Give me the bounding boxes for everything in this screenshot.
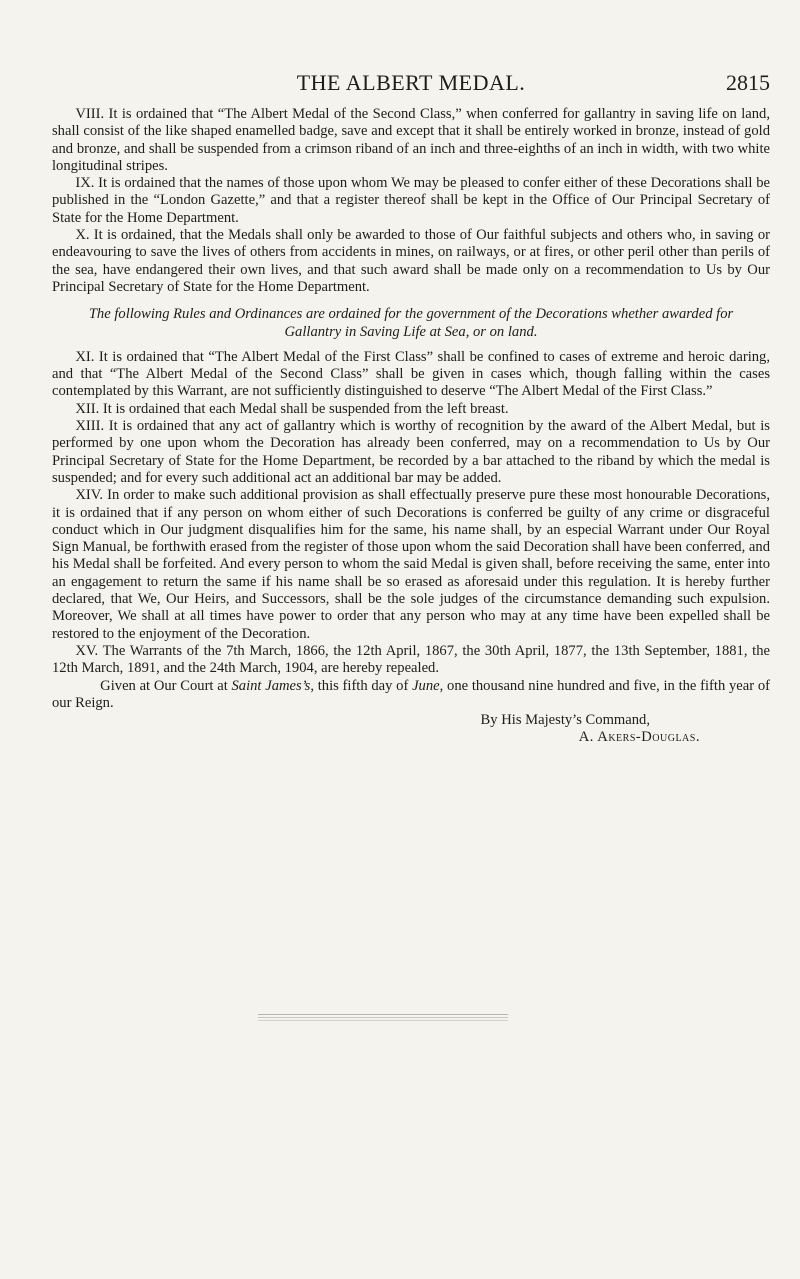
rules-heading: The following Rules and Ordinances are ordained for the government of the Decorations whether awarded for Gallantry in Saving Life at Sea, or on land. bbox=[88, 306, 734, 340]
paragraph-xii: XII. It is ordained that each Medal shall be suspended from the left breast. bbox=[75, 400, 509, 417]
paragraph-xiii: XIII. It is ordained that any act of gallantry which is worthy of recognition by the award of the Albert Medal, but is performed by one upon whom the Decoration has already been conferred, may on a recommendation to Us by Our Principal Secretary of State for the Home Department, be recorded by a bar attached to the riband by which the medal is suspended; and for every such additional act an additional bar may be added. bbox=[52, 418, 770, 486]
given-prefix: Given at Our Court at bbox=[100, 677, 232, 694]
paragraph-xi: XI. It is ordained that “The Albert Medal of the First Class” shall be confined to cases of extreme and heroic daring, and that “The Albert Medal of the Second Class” shall be given in cases which, though falling within the cases contemplated by this Warrant, are not sufficiently distinguished to deserve “The Albert Medal of the First Class.” bbox=[52, 348, 770, 400]
footer-rule-secondary bbox=[258, 1020, 508, 1021]
running-title: THE ALBERT MEDAL. bbox=[296, 70, 526, 95]
page-header bbox=[52, 70, 770, 100]
page-number: 2815 bbox=[726, 70, 770, 95]
signatory: A. Akers-Douglas. bbox=[578, 729, 700, 746]
paragraph-xiv: XIV. In order to make such additional provision as shall effectually preserve pure these most honourable Decorations, it is ordained that if any person on whom either of such Decorations is conferred be guilty of any crime or disgraceful conduct which in Our judgment disqualifies him for the same, his name shall, by an especial Warrant under Our Royal Sign Manual, be forthwith erased from the register of those upon whom the said Decoration shall have been conferred, and his Medal shall be forfeited. And every person to whom the said Medal is given shall, before receiving the same, enter into an engagement to return the same if his name shall be so erased as aforesaid under this regulation. It is hereby further declared, that We, Our Heirs, and Successors, shall be the sole judges of the circumstance demanding such expulsion. Moreover, We shall at all times have power to order that any person who may at any time have been expelled shall be restored to the enjoyment of the Decoration. bbox=[52, 487, 770, 642]
document-body bbox=[52, 106, 770, 747]
footer-rule bbox=[258, 1014, 508, 1018]
paragraph-ix: IX. It is ordained that the names of those upon whom We may be pleased to confer either of these Decorations shall be published in the “London Gazette,” and that a register thereof shall be kept in the Office of Our Principal Secretary of State for the Home Department. bbox=[52, 175, 770, 226]
command-line: By His Majesty’s Command, bbox=[480, 712, 650, 729]
paragraph-xv: XV. The Warrants of the 7th March, 1866, the 12th April, 1867, the 30th April, 1877, the 13th September, 1881, the 12th March, 1891, and the 24th March, 1904, are hereby repealed. bbox=[52, 642, 770, 677]
given-at-court bbox=[52, 678, 770, 713]
given-suffix: , one thousand nine hundred and five, in the fifth year of our Reign. bbox=[52, 677, 770, 711]
given-middle: , this fifth day of bbox=[310, 677, 413, 694]
paragraph-x: X. It is ordained, that the Medals shall only be awarded to those of Our faithful subjects and others who, in saving or endeavouring to save the lives of others from accidents in mines, on railways, or at fires, or other peril other than perils of the sea, have endangered their own lives, and that such award shall be made only on a recommendation to Us by Our Principal Secretary of State for the Home Department. bbox=[52, 227, 770, 295]
given-month: June bbox=[412, 677, 440, 694]
paragraph-viii: VIII. It is ordained that “The Albert Medal of the Second Class,” when conferred for gallantry in saving life on land, shall consist of the like shaped enamelled badge, save and except that it shall be entirely worked in bronze, instead of gold and bronze, and shall be suspended from a crimson riband of an inch and three-eighths of an inch in width, with two white longitudinal stripes. bbox=[52, 106, 770, 174]
court-name: Saint James’s bbox=[231, 677, 311, 694]
